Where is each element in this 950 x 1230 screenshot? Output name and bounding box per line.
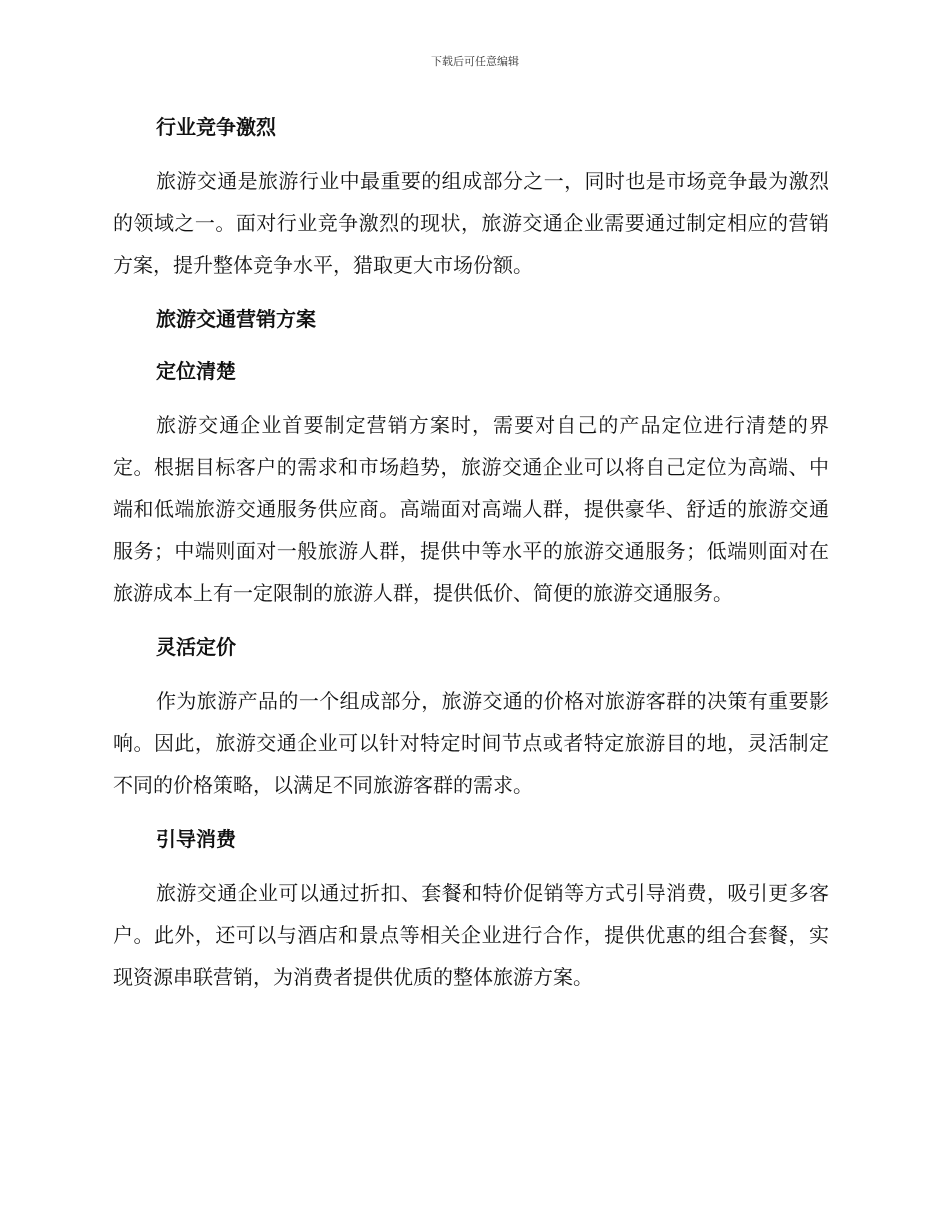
section-heading-consumption: 引导消费 [156, 827, 236, 851]
paragraph-positioning: 旅游交通企业首要制定营销方案时，需要对自己的产品定位进行清楚的界定。根据目标客户的需求和市场趋势，旅游交通企业可以将自己定位为高端、中端和低端旅游交通服务供应商。高端面对高端人群，提供豪华、舒适的旅游交通服务；中端则面对一般旅游人群，提供中等水平的旅游交通服务；低端则面对在旅游成本上有一定限制的旅游人群，提供低价、简便的旅游交通服务。 [113, 413, 829, 605]
section-heading-competition: 行业竞争激烈 [156, 115, 276, 139]
section-heading-pricing: 灵活定价 [156, 635, 236, 659]
section-heading-marketing-plan: 旅游交通营销方案 [156, 307, 316, 331]
paragraph-pricing: 作为旅游产品的一个组成部分，旅游交通的价格对旅游客群的决策有重要影响。因此，旅游交通企业可以针对特定时间节点或者特定旅游目的地，灵活制定不同的价格策略，以满足不同旅游客群的需求。 [113, 689, 829, 797]
page-header-note: 下载后可任意编辑 [431, 55, 519, 68]
document-body [113, 106, 829, 1010]
paragraph-consumption: 旅游交通企业可以通过折扣、套餐和特价促销等方式引导消费，吸引更多客户。此外，还可以与酒店和景点等相关企业进行合作，提供优惠的组合套餐，实现资源串联营销，为消费者提供优质的整体旅游方案。 [113, 881, 829, 989]
section-heading-positioning: 定位清楚 [156, 359, 236, 383]
spacer [113, 340, 829, 350]
paragraph-competition: 旅游交通是旅游行业中最重要的组成部分之一，同时也是市场竞争最为激烈的领域之一。面对行业竞争激烈的现状，旅游交通企业需要通过制定相应的营销方案，提升整体竞争水平，猎取更大市场份额。 [113, 169, 829, 277]
